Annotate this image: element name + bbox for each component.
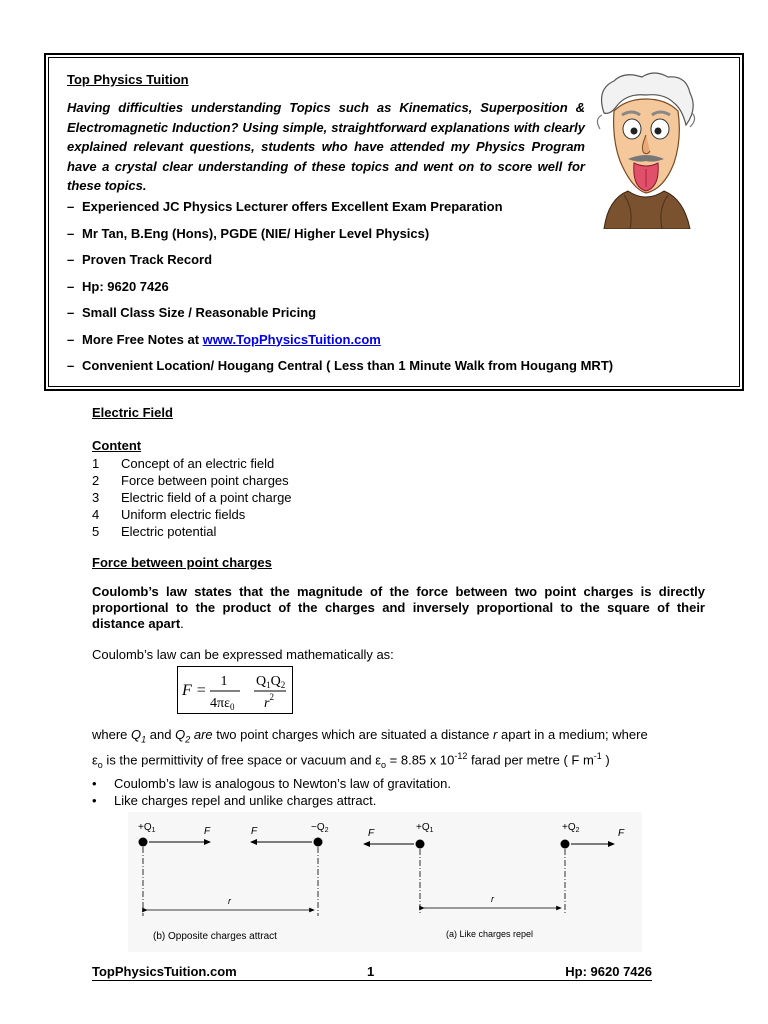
ad-feature-item: – Convenient Location/ Hougang Central ( Less than 1 Minute Walk from Hougang MRT) <box>67 358 614 373</box>
charge-label-right-q2: $+Q_2$ <box>562 822 580 834</box>
toc-item: 1 Concept of an electric field <box>92 456 275 471</box>
charge-dot <box>314 838 323 847</box>
ad-feature-item: – More Free Notes at www.TopPhysicsTuition.com <box>67 331 381 347</box>
coulomb-formula <box>177 666 293 714</box>
page-number: 1 <box>367 964 375 979</box>
caption-opposite-charges: (b) Opposite charges attract <box>153 931 277 942</box>
bullet-item: • Like charges repel and unlike charges attract. <box>92 793 377 808</box>
website-link[interactable]: www.TopPhysicsTuition.com <box>202 331 381 347</box>
formula-lhs: F = <box>182 682 207 699</box>
charge-dot <box>139 838 148 847</box>
charge-dot <box>561 840 570 849</box>
formula-distance: $r^2$ <box>264 692 274 711</box>
caption-like-charges: (a) Like charges repel <box>446 929 534 939</box>
formula-denominator: $4\pi\varepsilon_0$ <box>210 696 235 712</box>
charge-label-left-q1: $+Q_1$ <box>138 822 156 834</box>
footer-phone: Hp: 9620 7426 <box>565 964 652 979</box>
charge-label-left-q2: $-Q_2$ <box>311 822 329 834</box>
force-label: F <box>368 828 375 839</box>
expressed-text: Coulomb’s law can be expressed mathematically as: <box>92 647 394 662</box>
table-of-contents <box>92 455 292 540</box>
ad-feature-item: – Mr Tan, B.Eng (Hons), PGDE (NIE/ Higher Level Physics) <box>67 225 430 241</box>
section-heading: Force between point charges <box>92 555 272 570</box>
toc-item: 5 Electric potential <box>92 524 217 539</box>
ad-feature-item: – Proven Track Record <box>67 252 213 267</box>
advertisement-box <box>44 53 744 391</box>
charges-force-diagram <box>128 812 642 952</box>
page-footer <box>92 962 652 981</box>
definition-paragraph: where $Q_1$ and $Q_2$ are two point charges which are situated a distance r apart in a medium; where $\varepsilon_o$ is the permittivity of free space or vacuum and $\varepsilon_o = 8.85$ x $10^{-12}$ farad per metre ( F $m^{-1}$ ) <box>92 727 648 771</box>
coulomb-law-statement: Coulomb’s law states that the magnitude of the force between two point charges is directly proportional to the product of the charges and inversely proportional to the square of their distance apart. <box>92 584 705 631</box>
toc-item: 3 Electric field of a point charge <box>92 490 292 505</box>
ad-title: Top Physics Tuition <box>67 72 189 87</box>
einstein-cartoon-illustration <box>594 69 698 229</box>
formula-charges: $Q_1Q_2$ <box>256 674 286 690</box>
ad-feature-list <box>67 199 613 385</box>
distance-label: r <box>228 896 231 906</box>
ad-feature-item: – Hp: 9620 7426 <box>67 278 169 294</box>
footer-site: TopPhysicsTuition.com <box>92 964 237 979</box>
bullet-item: • Coulomb’s law is analogous to Newton’s law of gravitation. <box>92 776 451 791</box>
formula-numerator: 1 <box>220 674 228 689</box>
force-label: F <box>251 826 258 837</box>
content-heading: Content <box>92 438 142 453</box>
force-label: F <box>618 828 625 839</box>
ad-feature-item: – Experienced JC Physics Lecturer offers Excellent Exam Preparation <box>67 199 503 214</box>
distance-label: r <box>491 894 494 904</box>
ad-feature-item: – Small Class Size / Reasonable Pricing <box>67 305 317 320</box>
ad-body-text: Having difficulties understanding Topics such as Kinematics, Superposition & Electromagnetic Induction? Using simple, straightforward explanations with clearly explained relevant questions, students who have attended my Physics Program have a crystal clear understanding of these topics and went on to score well for these topics. <box>67 100 585 193</box>
charge-dot <box>416 840 425 849</box>
toc-item: 2 Force between point charges <box>92 473 289 488</box>
page-title: Electric Field <box>92 405 173 420</box>
force-label: F <box>204 826 211 837</box>
charge-label-right-q1: $+Q_1$ <box>416 822 434 834</box>
bullet-list <box>92 775 451 809</box>
toc-item: 4 Uniform electric fields <box>92 507 246 522</box>
